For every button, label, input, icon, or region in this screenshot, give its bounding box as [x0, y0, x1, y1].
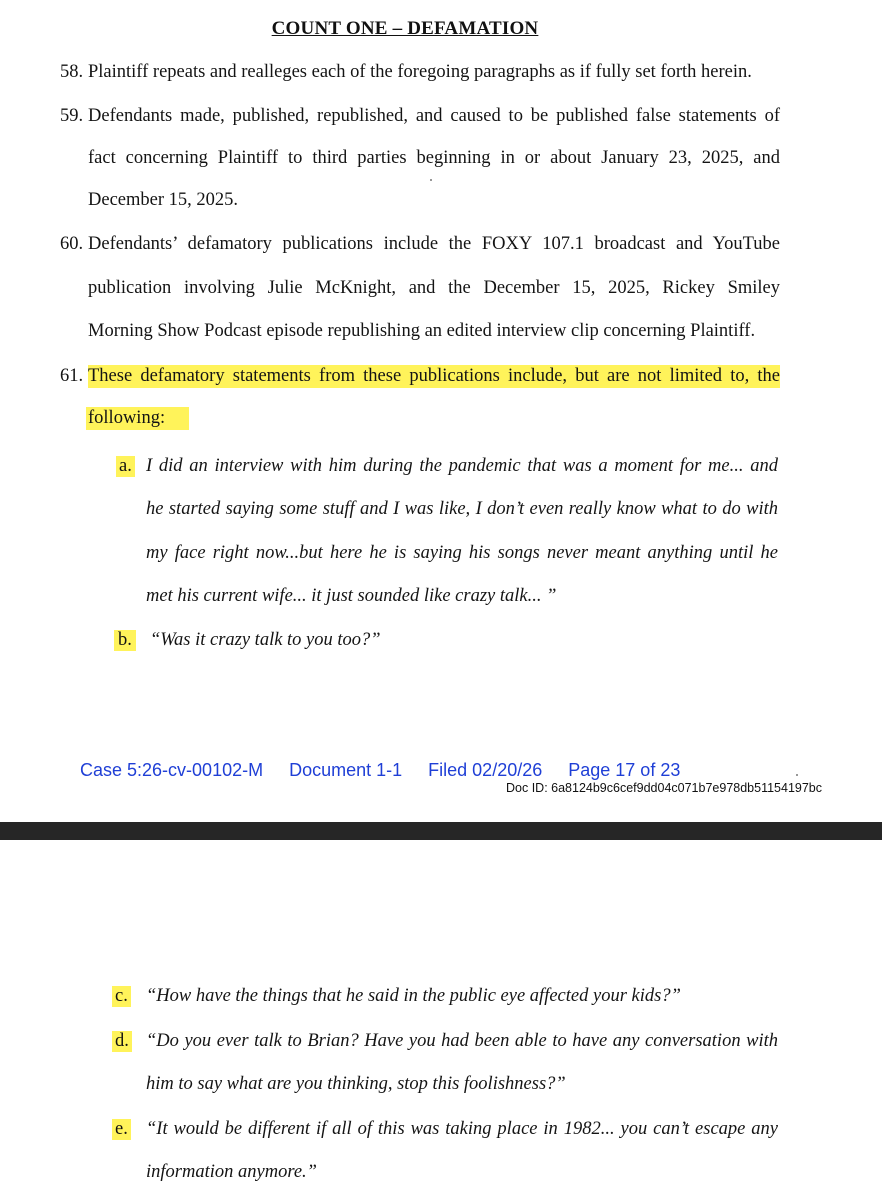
item-c-quote-line: “How have the things that he said in the public eye affected your kids?”	[146, 986, 681, 1006]
paragraph-61-line-highlighted: These defamatory statements from these publications include, but are not limited to, the	[88, 366, 780, 386]
scan-speck	[796, 774, 798, 776]
paragraph-59-line: Defendants made, published, republished, and caused to be published false statements of	[88, 106, 780, 126]
item-b-letter: b.	[114, 630, 136, 651]
item-a-letter: a.	[116, 456, 135, 477]
document-number: Document 1-1	[289, 760, 403, 780]
paragraph-60-number: 60.	[60, 234, 84, 254]
item-e-quote-line: “It would be different if all of this was taking place in 1982... you can’t escape any	[146, 1119, 778, 1139]
item-a-quote-line: I did an interview with him during the pandemic that was a moment for me... and	[146, 456, 778, 476]
item-b-quote-line: “Was it crazy talk to you too?”	[150, 630, 381, 650]
scan-speck	[430, 179, 432, 181]
paragraph-58-text: Plaintiff repeats and realleges each of the foregoing paragraphs as if fully set forth herein.	[88, 62, 752, 82]
item-d-quote-line: him to say what are you thinking, stop this foolishness?”	[146, 1074, 566, 1094]
paragraph-60-line: Defendants’ defamatory publications include the FOXY 107.1 broadcast and YouTube	[88, 234, 780, 254]
paragraph-60-line: publication involving Julie McKnight, and the December 15, 2025, Rickey Smiley	[88, 278, 780, 298]
item-d-letter: d.	[112, 1031, 132, 1052]
document-page-bottom	[0, 840, 882, 1200]
paragraph-59-line: December 15, 2025.	[88, 190, 239, 210]
paragraph-59-number: 59.	[60, 106, 84, 126]
item-e-quote-line: information anymore.”	[146, 1162, 317, 1182]
doc-id: Doc ID: 6a8124b9c6cef9dd04c071b7e978db51154197bc	[506, 781, 823, 795]
page-separator	[0, 822, 882, 840]
paragraph-60-line: Morning Show Podcast episode republishing an edited interview clip concerning Plaintiff.	[88, 321, 756, 341]
item-a-quote-line: he started saying some stuff and I was like, I don’t even really know what to do with	[146, 499, 778, 519]
case-number: Case 5:26-cv-00102-M	[80, 760, 264, 780]
case-footer	[80, 760, 706, 781]
item-e-letter: e.	[112, 1119, 131, 1140]
paragraph-61-number: 61.	[60, 366, 84, 386]
filed-date: Filed 02/20/26	[428, 760, 543, 780]
paragraph-58-number: 58.	[60, 62, 84, 82]
paragraph-61-line-highlighted: following:	[86, 407, 189, 430]
count-heading: COUNT ONE – DEFAMATION	[271, 18, 539, 39]
item-d-quote-line: “Do you ever talk to Brian? Have you had been able to have any conversation with	[146, 1031, 778, 1051]
item-c-letter: c.	[112, 986, 131, 1007]
item-a-quote-line: my face right now...but here he is saying his songs never meant anything until he	[146, 543, 778, 563]
page-number: Page 17 of 23	[568, 760, 681, 780]
paragraph-59-line: fact concerning Plaintiff to third parties beginning in or about January 23, 2025, and	[88, 148, 780, 168]
item-a-quote-line: met his current wife... it just sounded like crazy talk... ”	[146, 586, 557, 606]
